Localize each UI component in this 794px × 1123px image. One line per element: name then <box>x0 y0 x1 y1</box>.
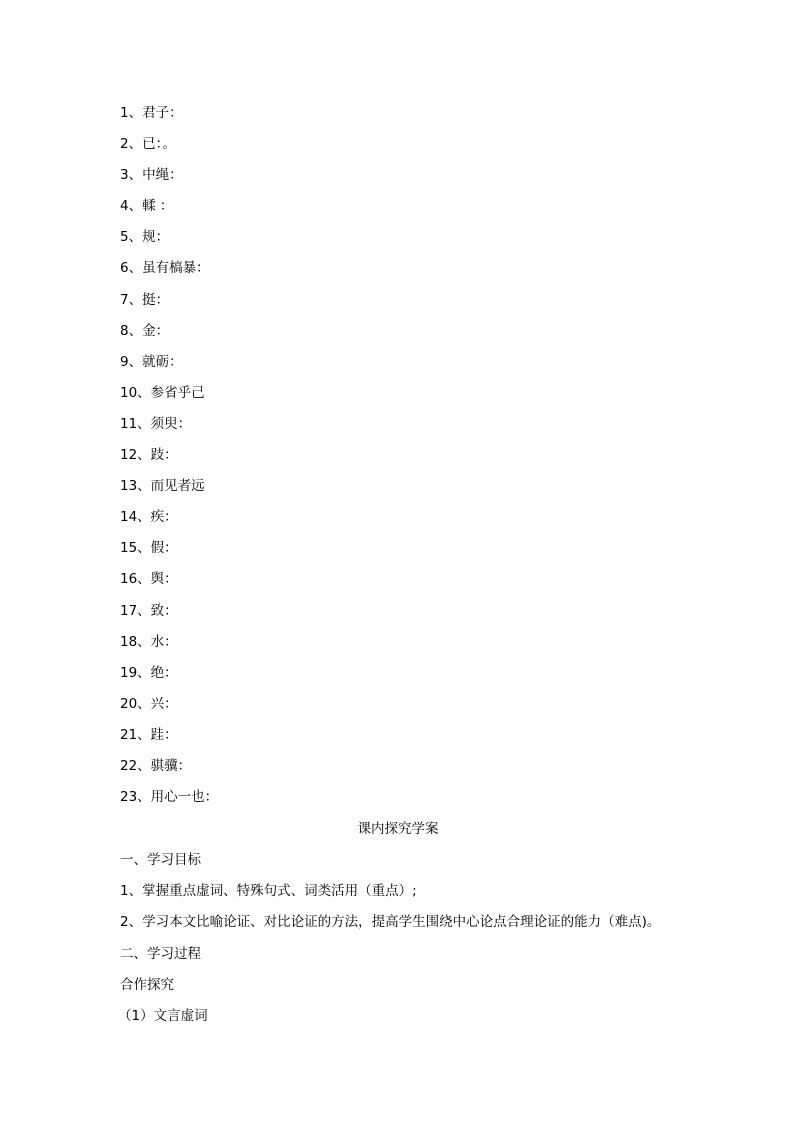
vocab-item: 7、挺： <box>120 291 170 308</box>
vocab-item: 15、假： <box>120 540 178 557</box>
section-title: 课内探究学案 <box>357 821 439 837</box>
vocab-item: 18、水： <box>120 633 178 650</box>
goal-item-1: 1、掌握重点虚词、特殊句式、词类活用（重点）; <box>120 883 417 900</box>
vocab-item: 2、已：。 <box>120 136 176 153</box>
process-heading: 二、学习过程 <box>120 945 201 962</box>
vocab-item: 13、而见者远 <box>120 478 205 495</box>
vocab-item: 10、参省乎己 <box>120 384 205 401</box>
vocab-item: 20、兴： <box>120 695 178 712</box>
vocab-item: 1、君子： <box>120 105 183 121</box>
subheading-cooperative-inquiry: 合作探究 <box>120 976 174 993</box>
vocab-item: 3、中绳： <box>120 167 183 184</box>
vocab-item: 5、规： <box>120 229 170 246</box>
vocab-item: 23、用心一也： <box>120 789 219 806</box>
vocab-item: 8、金： <box>120 322 170 339</box>
goal-item-2: 2、学习本文比喻论证、对比论证的方法，提高学生围绕中心论点合理论证的能力（难点)。 <box>120 914 661 931</box>
vocab-item: 21、跬： <box>120 726 178 743</box>
vocab-list <box>120 101 720 816</box>
vocab-item: 16、舆： <box>120 571 178 588</box>
vocab-item: 17、致： <box>120 602 178 619</box>
vocab-item: 12、跂： <box>120 447 178 464</box>
study-plan-body <box>120 848 720 1035</box>
goals-heading: 一、学习目标 <box>120 852 201 868</box>
inquiry-item-1: （1）文言虚词 <box>118 1007 208 1024</box>
vocab-item: 11、须臾： <box>120 415 192 432</box>
vocab-item: 22、骐骥： <box>120 757 192 774</box>
vocab-item: 19、绝： <box>120 664 178 681</box>
vocab-item: 4、輮 ： <box>120 198 174 215</box>
vocab-item: 9、就砺： <box>120 353 183 370</box>
vocab-item: 14、疾： <box>120 509 178 526</box>
vocab-item: 6、虽有槁暴： <box>120 260 210 277</box>
